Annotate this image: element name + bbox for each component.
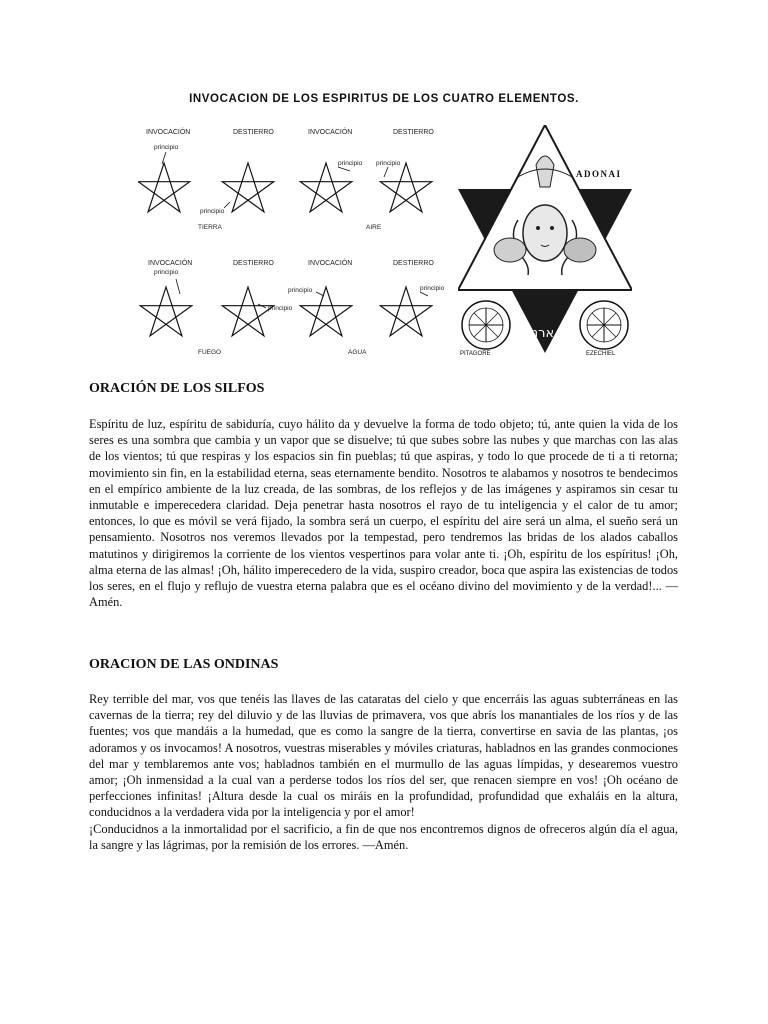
pentagram-diagram	[138, 122, 448, 360]
section-heading-silfos: ORACIÓN DE LOS SILFOS	[89, 381, 265, 396]
pentagram-tierra-invocacion	[138, 163, 189, 212]
label-destierro-2: DESTIERRO	[393, 129, 434, 136]
label-principio-3: principio	[338, 160, 363, 167]
label-principio-5: principio	[154, 269, 179, 276]
pentagram-tierra-destierro	[222, 163, 273, 212]
page-title: INVOCACION DE LOS ESPIRITUS DE LOS CUATRO ELEMENTOS.	[189, 93, 579, 105]
label-principio-2: principio	[200, 208, 225, 215]
label-fuego: FUEGO	[198, 349, 222, 356]
label-principio-1: principio	[154, 144, 179, 151]
label-destierro-1: DESTIERRO	[233, 129, 274, 136]
label-invocacion-4: INVOCACIÓN	[308, 260, 353, 267]
pentagram-fuego-invocacion	[140, 287, 191, 336]
pentagram-agua-invocacion	[300, 287, 351, 336]
label-principio-7: principio	[288, 287, 313, 294]
label-invocacion-1: INVOCACIÓN	[146, 129, 191, 136]
pentagram-fuego-destierro	[222, 287, 273, 336]
label-destierro-4: DESTIERRO	[393, 260, 434, 267]
paragraph-ondinas-1: Rey terrible del mar, vos que tenéis las llaves de las cataratas del cielo y que encerráis las aguas subterráneas en las cavernas de la tierra; rey del diluvio y de las lluvias de primavera, vos que abrís los manantiales de los ríos y de las fuentes; vos que mandáis a la humedad, que es como la sangre de la tierra, convertirse en savia de las plantas, ¡os adoramos y os invocamos! A nosotros, vuestras miserables y móviles criaturas, habladnos en las grandes conmociones del mar y temblaremos ante vos; habladnos también en el murmullo de las aguas límpidas, y desearemos vuestro amor; ¡Oh inmensidad a la cual van a perderse todos los ríos del ser, que renacen siempre en vos! ¡Oh océano de perfecciones infinitas! ¡Altura desde la cual os miráis en la profundidad, profundidad que exhaláis en la altura, conducidnos a la verdadera vida por la inteligencia y por el amor!	[89, 692, 678, 820]
ezechiel-label: EZECHIEL	[586, 351, 616, 357]
label-tierra: TIERRA	[198, 224, 222, 231]
paragraph-ondinas-2: ¡Conducidnos a la inmortalidad por el sacrificio, a fin de que nos encontremos dignos de ofreceros algún día el agua, la sangre y las lágrimas, por la remisión de los errores. —Amén.	[89, 821, 678, 852]
label-agua: AGUA	[348, 349, 367, 356]
label-invocacion-2: INVOCACIÓN	[308, 129, 353, 136]
hebrew-label: ארני	[530, 326, 555, 341]
paragraph-silfos: Espíritu de luz, espíritu de sabiduría, cuyo hálito da y devuelve la forma de todo objeto; tú, ante quien la vida de los seres es una sombra que cambia y un vapor que se disuelve; tú que subes sobre las nubes y que marchas con las alas de los vientos; tú que respiras y los espacios sin fin pueblas; tú que aspiras, y todo lo que procede de ti a ti retorna; movimiento sin fin, en la estabilidad eterna, seas eternamente bendito. Nosotros te alabamos y nosotros te bendecimos en el empírico ambiente de la luz creada, de las sombras, de los reflejos y de las imágenes y aspiramos sin cesar tu inmutable e imperecedera claridad. Deja penetrar hasta nosotros el rayo de tu inteligencia y el calor de tu amor; entonces, lo que es móvil se verá fijado, la sombra será un cuerpo, el espíritu del aire será un alma, el sueño será un pensamiento. Nosotros nos veremos llevados por la tempestad, pero tendremos las bridas de los alados caballos matutinos y dirigiremos la corriente de los vientos vespertinos para volar ante ti. ¡Oh, espíritu de los espíritus! ¡Oh, alma eterna de las almas! ¡Oh, hálito imperecedero de la vida, suspiro creador, boca que aspira las existencias de todos los seres, en el flujo y reflujo de vuestra eterna palabra que es el océano divino del movimiento y de la verdad!... — Amén.	[89, 417, 678, 610]
ondinas-body	[89, 691, 678, 853]
adonai-hexagram-engraving	[458, 125, 632, 357]
label-principio-6: principio	[268, 305, 293, 312]
section-heading-ondinas: ORACION DE LAS ONDINAS	[89, 657, 279, 672]
label-destierro-3: DESTIERRO	[233, 260, 274, 267]
label-aire: AIRE	[366, 224, 382, 231]
label-invocacion-3: INVOCACIÓN	[148, 260, 193, 267]
adonai-label: ADONAI	[576, 169, 622, 179]
label-principio-8: principio	[420, 285, 445, 292]
pitagore-label: PITAGORE	[460, 351, 491, 357]
label-principio-4: principio	[376, 160, 401, 167]
pentagram-aire-invocacion	[300, 163, 351, 212]
pentagram-aire-destierro	[380, 163, 431, 212]
